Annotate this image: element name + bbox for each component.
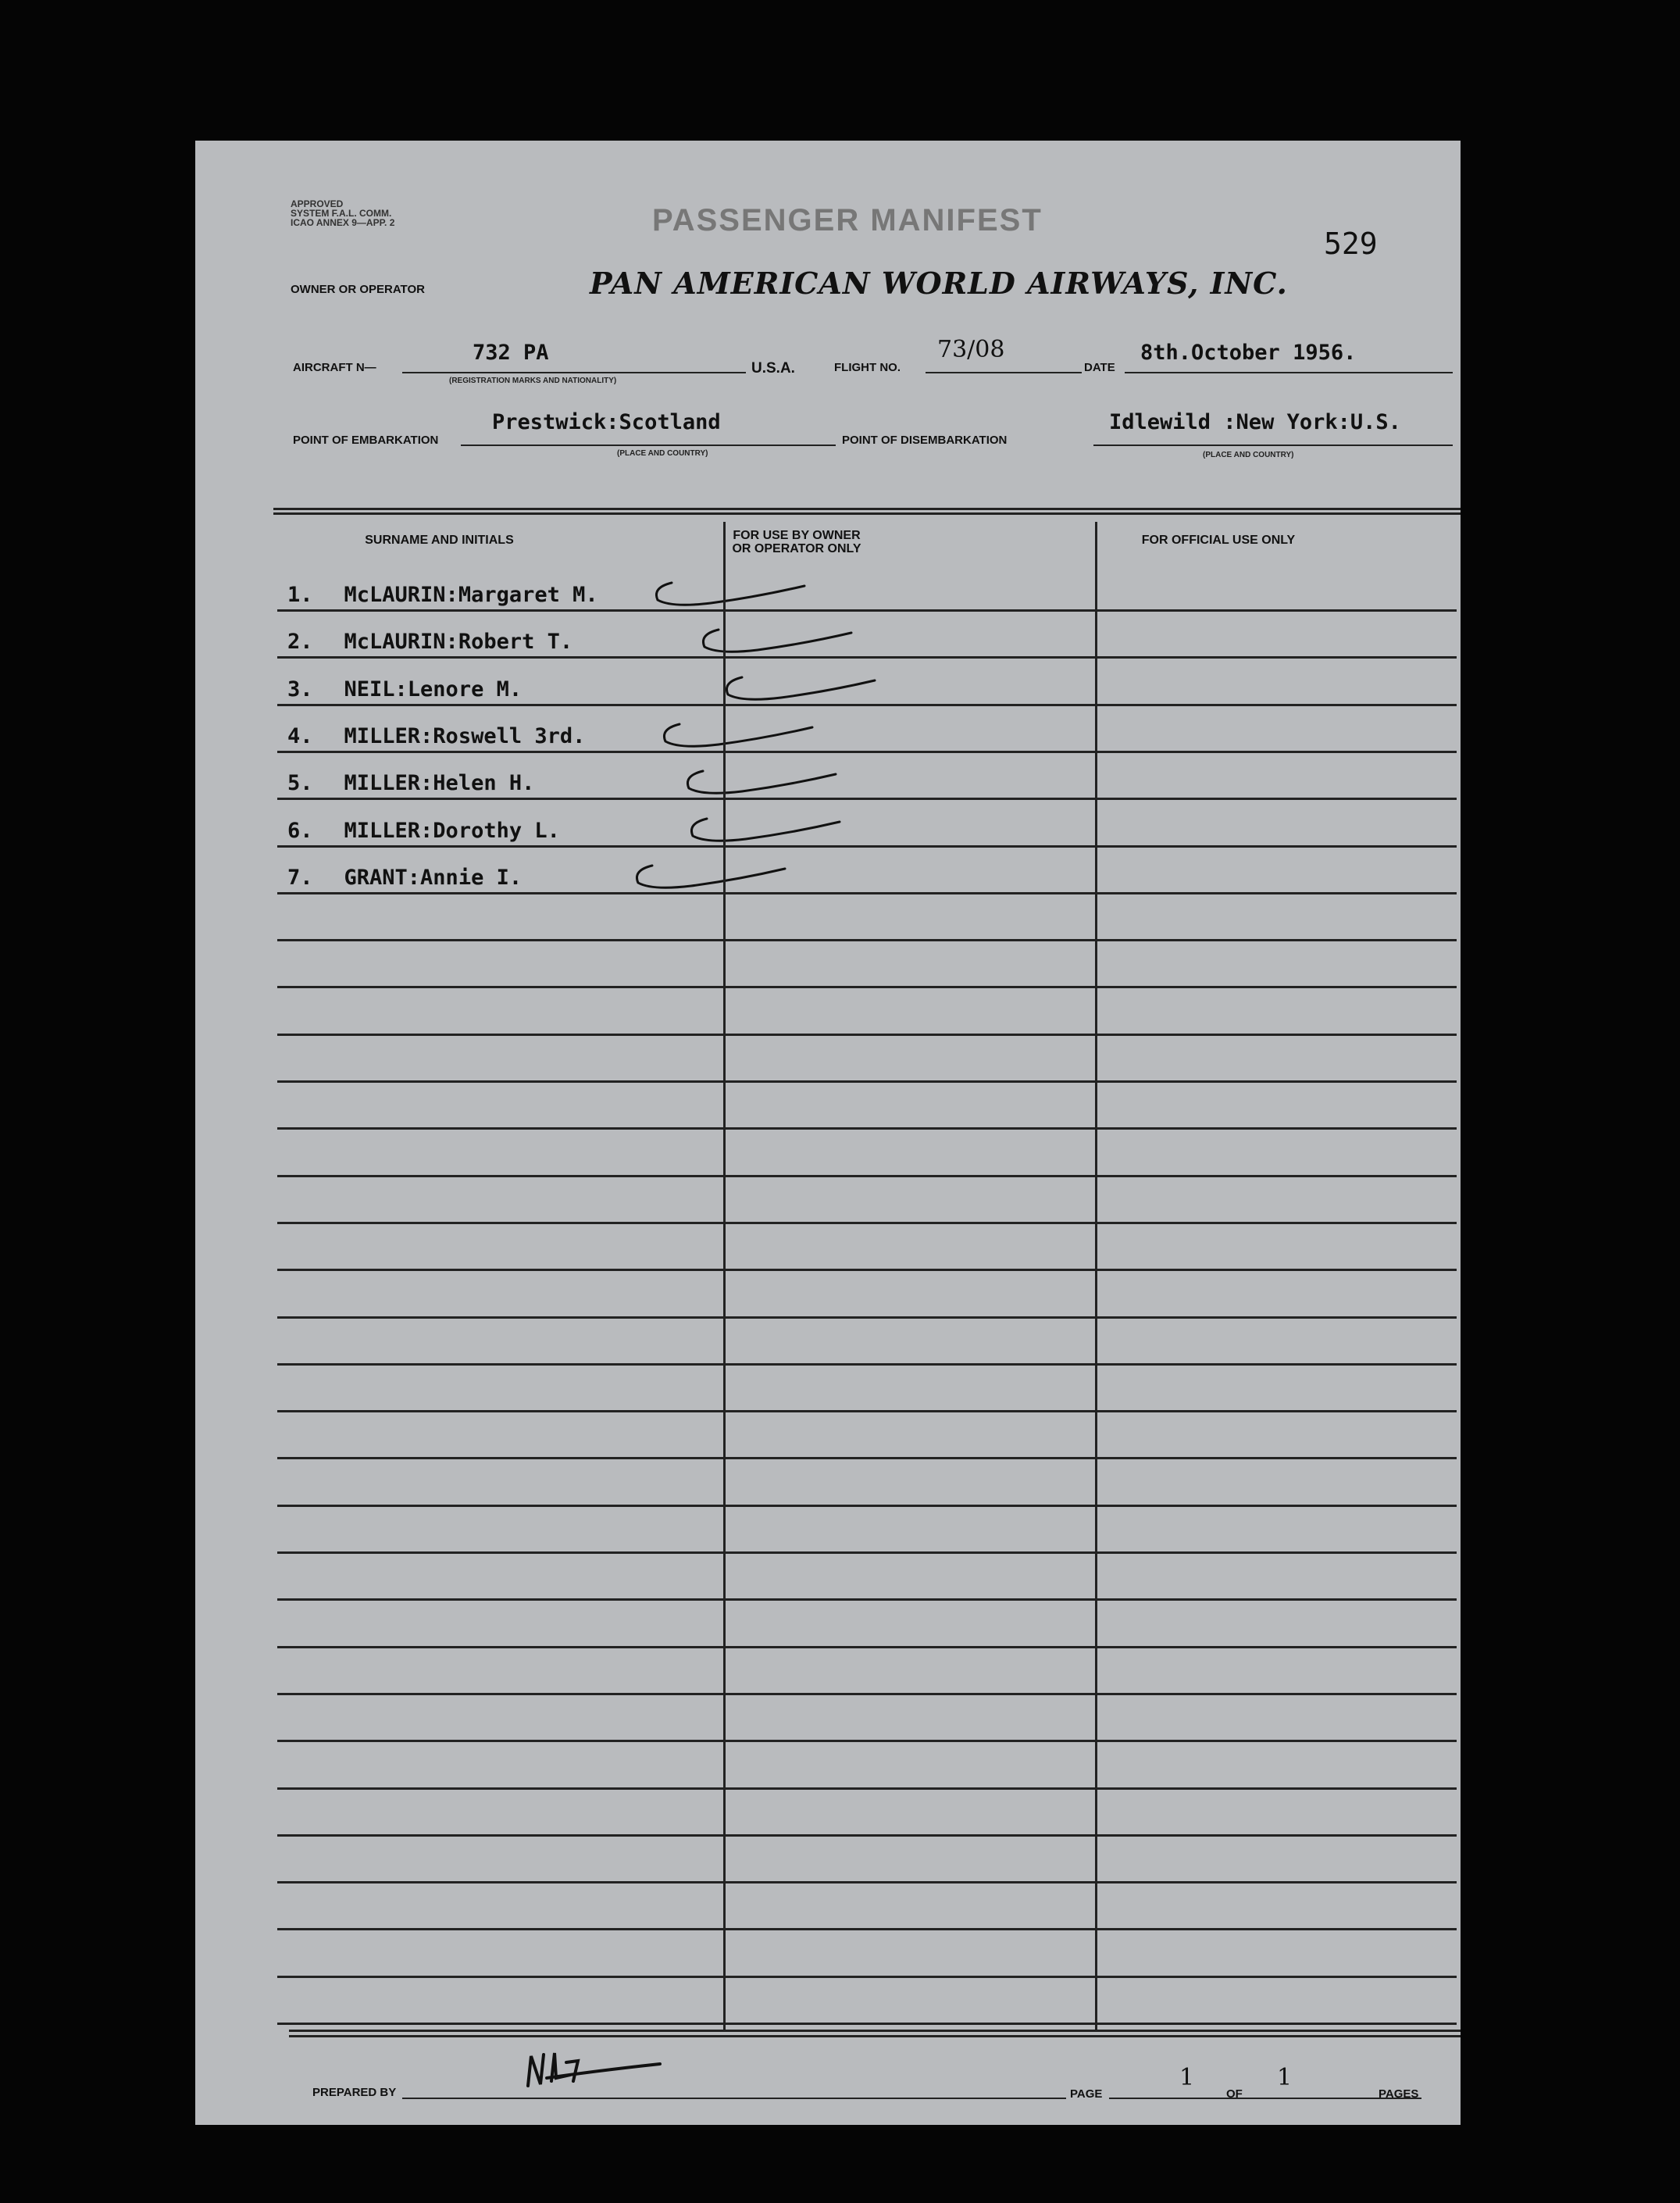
disembark-value: Idlewild :New York:U.S. xyxy=(1109,410,1401,434)
table-bottom-rule-2 xyxy=(289,2035,1461,2037)
table-row-line xyxy=(277,939,1457,941)
page-label: PAGE xyxy=(1070,2087,1103,2101)
usa-label: U.S.A. xyxy=(751,360,795,377)
passenger-number: 2. xyxy=(287,630,313,654)
table-row xyxy=(287,819,560,843)
registration-note: (REGISTRATION MARKS AND NATIONALITY) xyxy=(449,377,617,385)
table-row xyxy=(287,866,522,890)
disembark-label: POINT OF DISEMBARKATION xyxy=(842,434,1008,447)
aircraft-label: AIRCRAFT N— xyxy=(293,361,376,374)
table-row-line xyxy=(277,1410,1457,1412)
table-row-line xyxy=(277,1175,1457,1177)
passenger-name: NEIL:Lenore M. xyxy=(344,677,523,702)
table-row-line xyxy=(277,1881,1457,1883)
manifest-table xyxy=(195,141,1461,2125)
prepared-by-underline xyxy=(402,2098,1066,2099)
document-title: PASSENGER MANIFEST xyxy=(652,203,1043,237)
table-row-line xyxy=(277,751,1457,753)
column-header-official: FOR OFFICIAL USE ONLY xyxy=(1141,534,1296,547)
embark-note: (PLACE AND COUNTRY) xyxy=(617,449,708,458)
of-value: 1 xyxy=(1277,2064,1293,2091)
table-row-line xyxy=(277,1976,1457,1978)
table-row xyxy=(287,724,585,748)
check-mark-icon xyxy=(695,623,867,670)
table-row-line xyxy=(277,798,1457,800)
preparer-signature xyxy=(523,2047,679,2101)
table-row-line xyxy=(277,1551,1457,1554)
passenger-number: 4. xyxy=(287,724,313,748)
prepared-by-label: PREPARED BY xyxy=(312,2086,397,2099)
table-row xyxy=(287,583,598,607)
table-row-line xyxy=(277,1127,1457,1130)
owner-value: PAN AMERICAN WORLD AIRWAYS, INC. xyxy=(590,266,1288,301)
flight-label: FLIGHT NO. xyxy=(834,361,901,374)
table-row-line xyxy=(277,892,1457,894)
embark-label: POINT OF EMBARKATION xyxy=(293,434,439,447)
passenger-number: 1. xyxy=(287,583,313,607)
passenger-name: McLAURIN:Margaret M. xyxy=(344,583,598,607)
check-mark-icon xyxy=(648,577,820,623)
table-row-line xyxy=(277,1457,1457,1459)
table-row xyxy=(287,630,572,654)
table-row-line xyxy=(277,845,1457,848)
table-row-line xyxy=(277,1787,1457,1790)
passenger-name: GRANT:Annie I. xyxy=(344,866,523,890)
table-row-line xyxy=(277,1222,1457,1224)
table-row-line xyxy=(277,1598,1457,1601)
table-row-line xyxy=(277,1080,1457,1083)
table-row xyxy=(287,677,522,702)
passenger-number: 6. xyxy=(287,819,313,843)
check-mark-icon xyxy=(629,859,801,906)
pages-label: PAGES xyxy=(1379,2087,1419,2101)
table-row-line xyxy=(277,609,1457,612)
table-row-line xyxy=(277,1034,1457,1036)
table-row-line xyxy=(277,1928,1457,1930)
flight-value: 73/08 xyxy=(937,336,1005,363)
page-value: 1 xyxy=(1179,2064,1195,2091)
column-divider-1 xyxy=(723,522,726,2030)
table-row-line xyxy=(277,1740,1457,1742)
owner-label: OWNER OR OPERATOR xyxy=(291,283,425,296)
column-header-operator: FOR USE BY OWNER OR OPERATOR ONLY xyxy=(732,529,861,555)
check-mark-icon xyxy=(679,765,851,812)
table-row-line xyxy=(277,1646,1457,1648)
table-bottom-rule xyxy=(289,2030,1461,2032)
table-row-line xyxy=(277,1363,1457,1366)
table-row-line xyxy=(277,1269,1457,1271)
passenger-name: MILLER:Dorothy L. xyxy=(344,819,560,843)
passenger-number: 7. xyxy=(287,866,313,890)
page-underline xyxy=(1109,2098,1421,2099)
aircraft-value: 732 PA xyxy=(473,341,549,365)
table-row-line xyxy=(277,1316,1457,1319)
table-row-line xyxy=(277,2023,1457,2025)
passenger-name: MILLER:Helen H. xyxy=(344,771,535,795)
date-label: DATE xyxy=(1084,361,1115,374)
manifest-document xyxy=(195,141,1461,2125)
column-header-surname: SURNAME AND INITIALS xyxy=(365,534,514,547)
table-row-line xyxy=(277,1693,1457,1695)
check-mark-icon xyxy=(683,812,855,859)
column-divider-2 xyxy=(1095,522,1097,2030)
passenger-number: 5. xyxy=(287,771,313,795)
passenger-name: MILLER:Roswell 3rd. xyxy=(344,724,586,748)
passenger-number: 3. xyxy=(287,677,313,702)
table-row-line xyxy=(277,986,1457,988)
page-number: 529 xyxy=(1324,227,1378,261)
date-value: 8th.October 1956. xyxy=(1140,341,1357,365)
table-row xyxy=(287,771,534,795)
check-mark-icon xyxy=(719,671,890,718)
table-row-line xyxy=(277,656,1457,659)
disembark-note: (PLACE AND COUNTRY) xyxy=(1203,451,1294,459)
check-mark-icon xyxy=(656,718,828,765)
table-row-line xyxy=(277,1505,1457,1507)
embark-value: Prestwick:Scotland xyxy=(492,410,721,434)
passenger-name: McLAURIN:Robert T. xyxy=(344,630,573,654)
approval-stamp: APPROVED SYSTEM F.A.L. COMM. ICAO ANNEX 9—APP. 2 xyxy=(291,198,395,228)
table-row-line xyxy=(277,1834,1457,1837)
of-label: OF xyxy=(1226,2087,1243,2101)
